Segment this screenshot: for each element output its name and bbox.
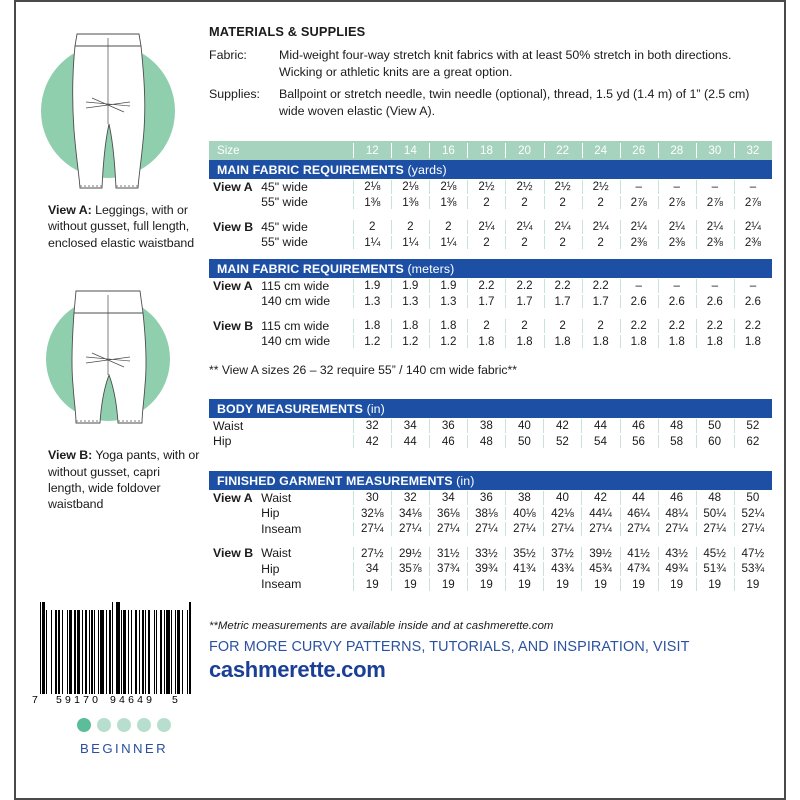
cell: 47½ <box>734 546 772 562</box>
cell: 34⅛ <box>391 506 429 522</box>
cell: 1.3 <box>391 294 429 310</box>
cell: 44 <box>391 434 429 450</box>
cell: 19 <box>467 577 505 593</box>
cell: 1¼ <box>391 235 429 251</box>
cell: 27¼ <box>353 521 391 537</box>
difficulty-dot <box>97 718 111 732</box>
cell: 48 <box>658 418 696 434</box>
cell: 2 <box>505 235 543 251</box>
spacer-row <box>209 309 772 318</box>
cell: 30 <box>353 490 391 506</box>
cell: 1.8 <box>696 334 734 350</box>
cell: 19 <box>353 577 391 593</box>
cell: 2 <box>582 195 620 211</box>
row-view-label <box>209 506 257 522</box>
cell: 40⅛ <box>505 506 543 522</box>
row-view-label: View B <box>213 219 254 234</box>
size-header-30: 30 <box>696 141 734 160</box>
cell: 50 <box>734 490 772 506</box>
cell: 2.2 <box>544 278 582 294</box>
cell: 2 <box>505 318 543 334</box>
table-row <box>209 521 772 537</box>
table-row <box>209 561 772 577</box>
cell: – <box>620 278 658 294</box>
cell: 31½ <box>429 546 467 562</box>
cell: 2½ <box>467 179 505 195</box>
cell: 2.2 <box>467 278 505 294</box>
spacer-row <box>209 250 772 259</box>
barcode-left-digit: 7 <box>32 694 38 706</box>
cell: 1.9 <box>429 278 467 294</box>
cell: 2.2 <box>620 318 658 334</box>
row-view-label: View B <box>213 546 254 561</box>
row-view-label <box>209 294 257 310</box>
row-label: 115 cm wide <box>261 278 330 293</box>
cell: 2 <box>544 235 582 251</box>
cell: 36⅛ <box>429 506 467 522</box>
row-label: 140 cm wide <box>261 294 331 309</box>
cell: 1.2 <box>429 334 467 350</box>
table-row <box>209 434 772 450</box>
cell: 2.6 <box>734 294 772 310</box>
difficulty-dot <box>137 718 151 732</box>
cell: 2 <box>391 219 429 235</box>
cell: 2 <box>353 219 391 235</box>
cell: 19 <box>581 577 619 593</box>
row-label: Waist <box>261 546 292 561</box>
cell: – <box>696 179 734 195</box>
cell: 37½ <box>543 546 581 562</box>
size-header-18: 18 <box>467 141 505 160</box>
cell: 1.8 <box>429 318 467 334</box>
cell: 1.9 <box>391 278 429 294</box>
cell: 1.8 <box>620 334 658 350</box>
row-label: Hip <box>213 434 232 449</box>
cell: 49¾ <box>658 561 696 577</box>
table-row <box>209 294 772 310</box>
cell: 2⅞ <box>620 195 658 211</box>
cell: 46 <box>620 418 658 434</box>
cell: 2⅛ <box>353 179 391 195</box>
spacer-row <box>209 537 772 546</box>
cell: 2½ <box>544 179 582 195</box>
cell: 2¼ <box>620 219 658 235</box>
cell: 37¾ <box>429 561 467 577</box>
row-label: Inseam <box>261 521 302 536</box>
cell: 2 <box>467 195 505 211</box>
leggings-line-drawing-icon <box>20 6 204 196</box>
fabric-text: Mid-weight four-way stretch knit fabrics with at least 50% stretch in both directions. Wicking or athletic knits are a great option. <box>279 48 732 79</box>
cell: – <box>658 179 696 195</box>
row-label: 115 cm wide <box>261 318 330 333</box>
cell: 27¼ <box>391 521 429 537</box>
cell: 1⅜ <box>353 195 391 211</box>
row-label: Waist <box>213 418 244 433</box>
cell: 62 <box>734 434 772 450</box>
cell: 34 <box>429 490 467 506</box>
cell: 36 <box>429 418 467 434</box>
cell: 2½ <box>505 179 543 195</box>
cell: 27¼ <box>543 521 581 537</box>
fabric-label: Fabric: <box>209 48 247 62</box>
supplies-row <box>209 86 772 119</box>
cell: 2⅜ <box>734 235 772 251</box>
barcode-digits <box>32 694 192 708</box>
cell: 35½ <box>505 546 543 562</box>
cell: 54 <box>581 434 619 450</box>
cell: 33½ <box>467 546 505 562</box>
row-view-label <box>209 561 257 577</box>
cell: 1.8 <box>582 334 620 350</box>
size-header-24: 24 <box>582 141 620 160</box>
finished-measurements-band: FINISHED GARMENT MEASUREMENTS (in) <box>209 471 772 490</box>
difficulty-dots <box>54 718 194 732</box>
view-a-text: Leggings, with or without gusset, full length, enclosed elastic waistband <box>48 203 195 250</box>
cell: 45½ <box>696 546 734 562</box>
cell: 19 <box>620 577 658 593</box>
cell: 46¼ <box>620 506 658 522</box>
cell: 1.8 <box>734 334 772 350</box>
view-a-illustration <box>20 6 204 196</box>
cell: 39¾ <box>467 561 505 577</box>
cell: 1.7 <box>467 294 505 310</box>
cell: 27¼ <box>658 521 696 537</box>
cell: 60 <box>696 434 734 450</box>
cell: 38 <box>505 490 543 506</box>
cell: 27¼ <box>620 521 658 537</box>
supplies-text: Ballpoint or stretch needle, twin needle (optional), thread, 1.5 yd (1.4 m) of 1” (2.5 cm) wide woven elastic (View A). <box>279 87 750 118</box>
difficulty-dot <box>77 718 91 732</box>
size-header-26: 26 <box>620 141 658 160</box>
size-header-28: 28 <box>658 141 696 160</box>
cell: 1.2 <box>391 334 429 350</box>
cell: 2 <box>467 318 505 334</box>
cell: 48 <box>696 490 734 506</box>
cell: 27¼ <box>734 521 772 537</box>
cell: 52¼ <box>734 506 772 522</box>
cell: 19 <box>543 577 581 593</box>
cell: 50 <box>505 434 543 450</box>
difficulty-dot <box>157 718 171 732</box>
cell: 2⅜ <box>696 235 734 251</box>
cell: 27¼ <box>467 521 505 537</box>
cell: 2⅜ <box>658 235 696 251</box>
cell: 1.8 <box>467 334 505 350</box>
cell: 2.2 <box>658 318 696 334</box>
table-row <box>209 195 772 211</box>
table-row <box>209 219 772 235</box>
cell: 2½ <box>582 179 620 195</box>
cell: 42⅛ <box>543 506 581 522</box>
cell: 1.8 <box>544 334 582 350</box>
cell: 36 <box>467 490 505 506</box>
right-column <box>209 24 772 683</box>
barcode-group-1: 59170 <box>56 694 102 706</box>
cell: 40 <box>505 418 543 434</box>
table-row <box>209 546 772 562</box>
cell: 2 <box>582 235 620 251</box>
cell: 2⅞ <box>658 195 696 211</box>
cell: 2.6 <box>620 294 658 310</box>
cell: 19 <box>734 577 772 593</box>
cell: 19 <box>429 577 467 593</box>
cell: 42 <box>543 418 581 434</box>
cell: 2 <box>582 318 620 334</box>
cell: 35⅞ <box>391 561 429 577</box>
size-header-14: 14 <box>391 141 429 160</box>
row-label: 55" wide <box>261 195 308 210</box>
cell: 29½ <box>391 546 429 562</box>
view-a-description <box>20 202 204 251</box>
cell: 1⅜ <box>391 195 429 211</box>
cell: 19 <box>696 577 734 593</box>
row-label: Hip <box>261 506 280 521</box>
cell: 2⅞ <box>696 195 734 211</box>
cell: 1.8 <box>658 334 696 350</box>
cell: 27½ <box>353 546 391 562</box>
table-row <box>209 577 772 593</box>
metric-note: **Metric measurements are available inside and at cashmerette.com <box>209 620 554 632</box>
row-label: 45" wide <box>261 179 308 194</box>
cell: 1.3 <box>429 294 467 310</box>
cell: 44¼ <box>581 506 619 522</box>
cell: 1.2 <box>353 334 391 350</box>
materials-title: MATERIALS & SUPPLIES <box>209 24 366 39</box>
difficulty-label: BEGINNER <box>79 741 169 756</box>
table-row <box>209 506 772 522</box>
cell: 1.7 <box>582 294 620 310</box>
table-row <box>209 235 772 251</box>
cell: 2⅞ <box>734 195 772 211</box>
cell: 2.6 <box>696 294 734 310</box>
cell: 1.8 <box>391 318 429 334</box>
yoga-pants-line-drawing-icon <box>20 271 204 441</box>
fabric-yards-band: MAIN FABRIC REQUIREMENTS (yards) <box>209 160 772 179</box>
cell: 27¼ <box>505 521 543 537</box>
cell: 19 <box>505 577 543 593</box>
barcode-right-digit: 5 <box>172 694 178 706</box>
view-a-label: View A: <box>48 203 92 217</box>
row-view-label: View A <box>213 278 253 293</box>
row-view-label: View B <box>213 318 254 333</box>
cell: 44 <box>581 418 619 434</box>
cell: 2¼ <box>467 219 505 235</box>
difficulty-indicator <box>54 718 194 756</box>
cell: 2¼ <box>734 219 772 235</box>
cell: 1.3 <box>353 294 391 310</box>
cell: 2¼ <box>544 219 582 235</box>
table-row <box>209 490 772 506</box>
view-b-label: View B: <box>48 448 93 463</box>
size-header-row <box>209 141 772 160</box>
cell: 2⅛ <box>391 179 429 195</box>
cell: 52 <box>734 418 772 434</box>
row-label: Hip <box>261 561 280 576</box>
size-header-32: 32 <box>734 141 772 160</box>
cell: 1.8 <box>505 334 543 350</box>
cell: 53¾ <box>734 561 772 577</box>
cell: 27¼ <box>696 521 734 537</box>
cell: 51¾ <box>696 561 734 577</box>
cell: 32 <box>353 418 391 434</box>
cell: 56 <box>620 434 658 450</box>
cell: – <box>620 179 658 195</box>
cell: 42 <box>353 434 391 450</box>
cell: 32 <box>391 490 429 506</box>
row-label: Waist <box>261 490 292 505</box>
cell: 43½ <box>658 546 696 562</box>
cell: 1.7 <box>544 294 582 310</box>
cell: 39½ <box>581 546 619 562</box>
row-view-label: View A <box>213 490 253 505</box>
table-row <box>209 179 772 195</box>
cell: 34 <box>353 561 391 577</box>
cell: 2 <box>505 195 543 211</box>
cell: 46 <box>658 490 696 506</box>
cell: 43¾ <box>543 561 581 577</box>
row-view-label <box>209 195 257 211</box>
cell: 2.2 <box>696 318 734 334</box>
difficulty-dot <box>117 718 131 732</box>
fabric-note: ** View A sizes 26 – 32 require 55” / 140 cm wide fabric** <box>209 363 518 377</box>
view-b-illustration <box>20 271 204 441</box>
cell: 2.2 <box>734 318 772 334</box>
left-column <box>20 6 204 794</box>
cell: 2 <box>467 235 505 251</box>
row-label: 55" wide <box>261 235 308 250</box>
cell: 1.9 <box>353 278 391 294</box>
table-row <box>209 334 772 350</box>
row-view-label: View A <box>213 179 253 194</box>
size-header-16: 16 <box>429 141 467 160</box>
cell: 41¾ <box>505 561 543 577</box>
cell: 1¼ <box>429 235 467 251</box>
cell: 58 <box>658 434 696 450</box>
row-view-label <box>209 235 257 251</box>
cell: 1.8 <box>353 318 391 334</box>
cell: – <box>734 179 772 195</box>
cell: 44 <box>620 490 658 506</box>
row-label: Inseam <box>261 577 302 592</box>
fabric-meters-band: MAIN FABRIC REQUIREMENTS (meters) <box>209 259 772 278</box>
cell: 52 <box>543 434 581 450</box>
view-b-description <box>20 447 204 513</box>
cell: – <box>658 278 696 294</box>
size-header-12: 12 <box>353 141 391 160</box>
cell: 2.2 <box>582 278 620 294</box>
cell: – <box>696 278 734 294</box>
size-header-22: 22 <box>544 141 582 160</box>
cell: 19 <box>391 577 429 593</box>
cell: 32⅛ <box>353 506 391 522</box>
supplies-label: Supplies: <box>209 87 260 101</box>
fabric-requirements-table <box>209 141 772 349</box>
cell: 1.7 <box>505 294 543 310</box>
cell: 2¼ <box>696 219 734 235</box>
row-label: 45" wide <box>261 219 308 234</box>
cell: 2.6 <box>658 294 696 310</box>
cell: 2¼ <box>505 219 543 235</box>
cta-text: FOR MORE CURVY PATTERNS, TUTORIALS, AND INSPIRATION, VISIT <box>209 639 690 655</box>
table-row <box>209 418 772 434</box>
cell: 50 <box>696 418 734 434</box>
cell: 27¼ <box>429 521 467 537</box>
cell: 45¾ <box>581 561 619 577</box>
body-measurements-table <box>209 399 772 449</box>
cell: 34 <box>391 418 429 434</box>
cell: 41½ <box>620 546 658 562</box>
cell: 2¼ <box>582 219 620 235</box>
cell: 1¼ <box>353 235 391 251</box>
barcode-group-2: 94649 <box>110 694 156 706</box>
cell: 1⅜ <box>429 195 467 211</box>
table-row <box>209 278 772 294</box>
cell: 2 <box>544 318 582 334</box>
cell: 2⅛ <box>429 179 467 195</box>
barcode <box>32 602 192 708</box>
barcode-bar <box>191 602 192 694</box>
fabric-row <box>209 47 772 80</box>
body-measurements-band: BODY MEASUREMENTS (in) <box>209 399 772 418</box>
cell: 46 <box>429 434 467 450</box>
row-view-label <box>209 334 257 350</box>
brand-url[interactable]: cashmerette.com <box>209 657 386 682</box>
row-view-label <box>209 521 257 537</box>
cell: 19 <box>658 577 696 593</box>
view-b-text: Yoga pants, with or without gusset, capri length, wide foldover waistband <box>48 448 200 512</box>
barcode-bars <box>40 602 192 694</box>
cell: 42 <box>581 490 619 506</box>
cell: 47¾ <box>620 561 658 577</box>
cell: 48 <box>467 434 505 450</box>
cell: – <box>734 278 772 294</box>
spacer-row <box>209 210 772 219</box>
cell: 50¼ <box>696 506 734 522</box>
cell: 38⅛ <box>467 506 505 522</box>
cell: 27¼ <box>581 521 619 537</box>
cell: 48¼ <box>658 506 696 522</box>
cell: 2⅜ <box>620 235 658 251</box>
cell: 38 <box>467 418 505 434</box>
cell: 2.2 <box>505 278 543 294</box>
cell: 2¼ <box>658 219 696 235</box>
cell: 2 <box>544 195 582 211</box>
finished-measurements-table <box>209 471 772 592</box>
size-header-label: Size <box>209 141 353 160</box>
cell: 40 <box>543 490 581 506</box>
row-view-label <box>209 577 257 593</box>
row-label: 140 cm wide <box>261 334 331 349</box>
cell: 2 <box>429 219 467 235</box>
size-header-20: 20 <box>505 141 543 160</box>
table-row <box>209 318 772 334</box>
